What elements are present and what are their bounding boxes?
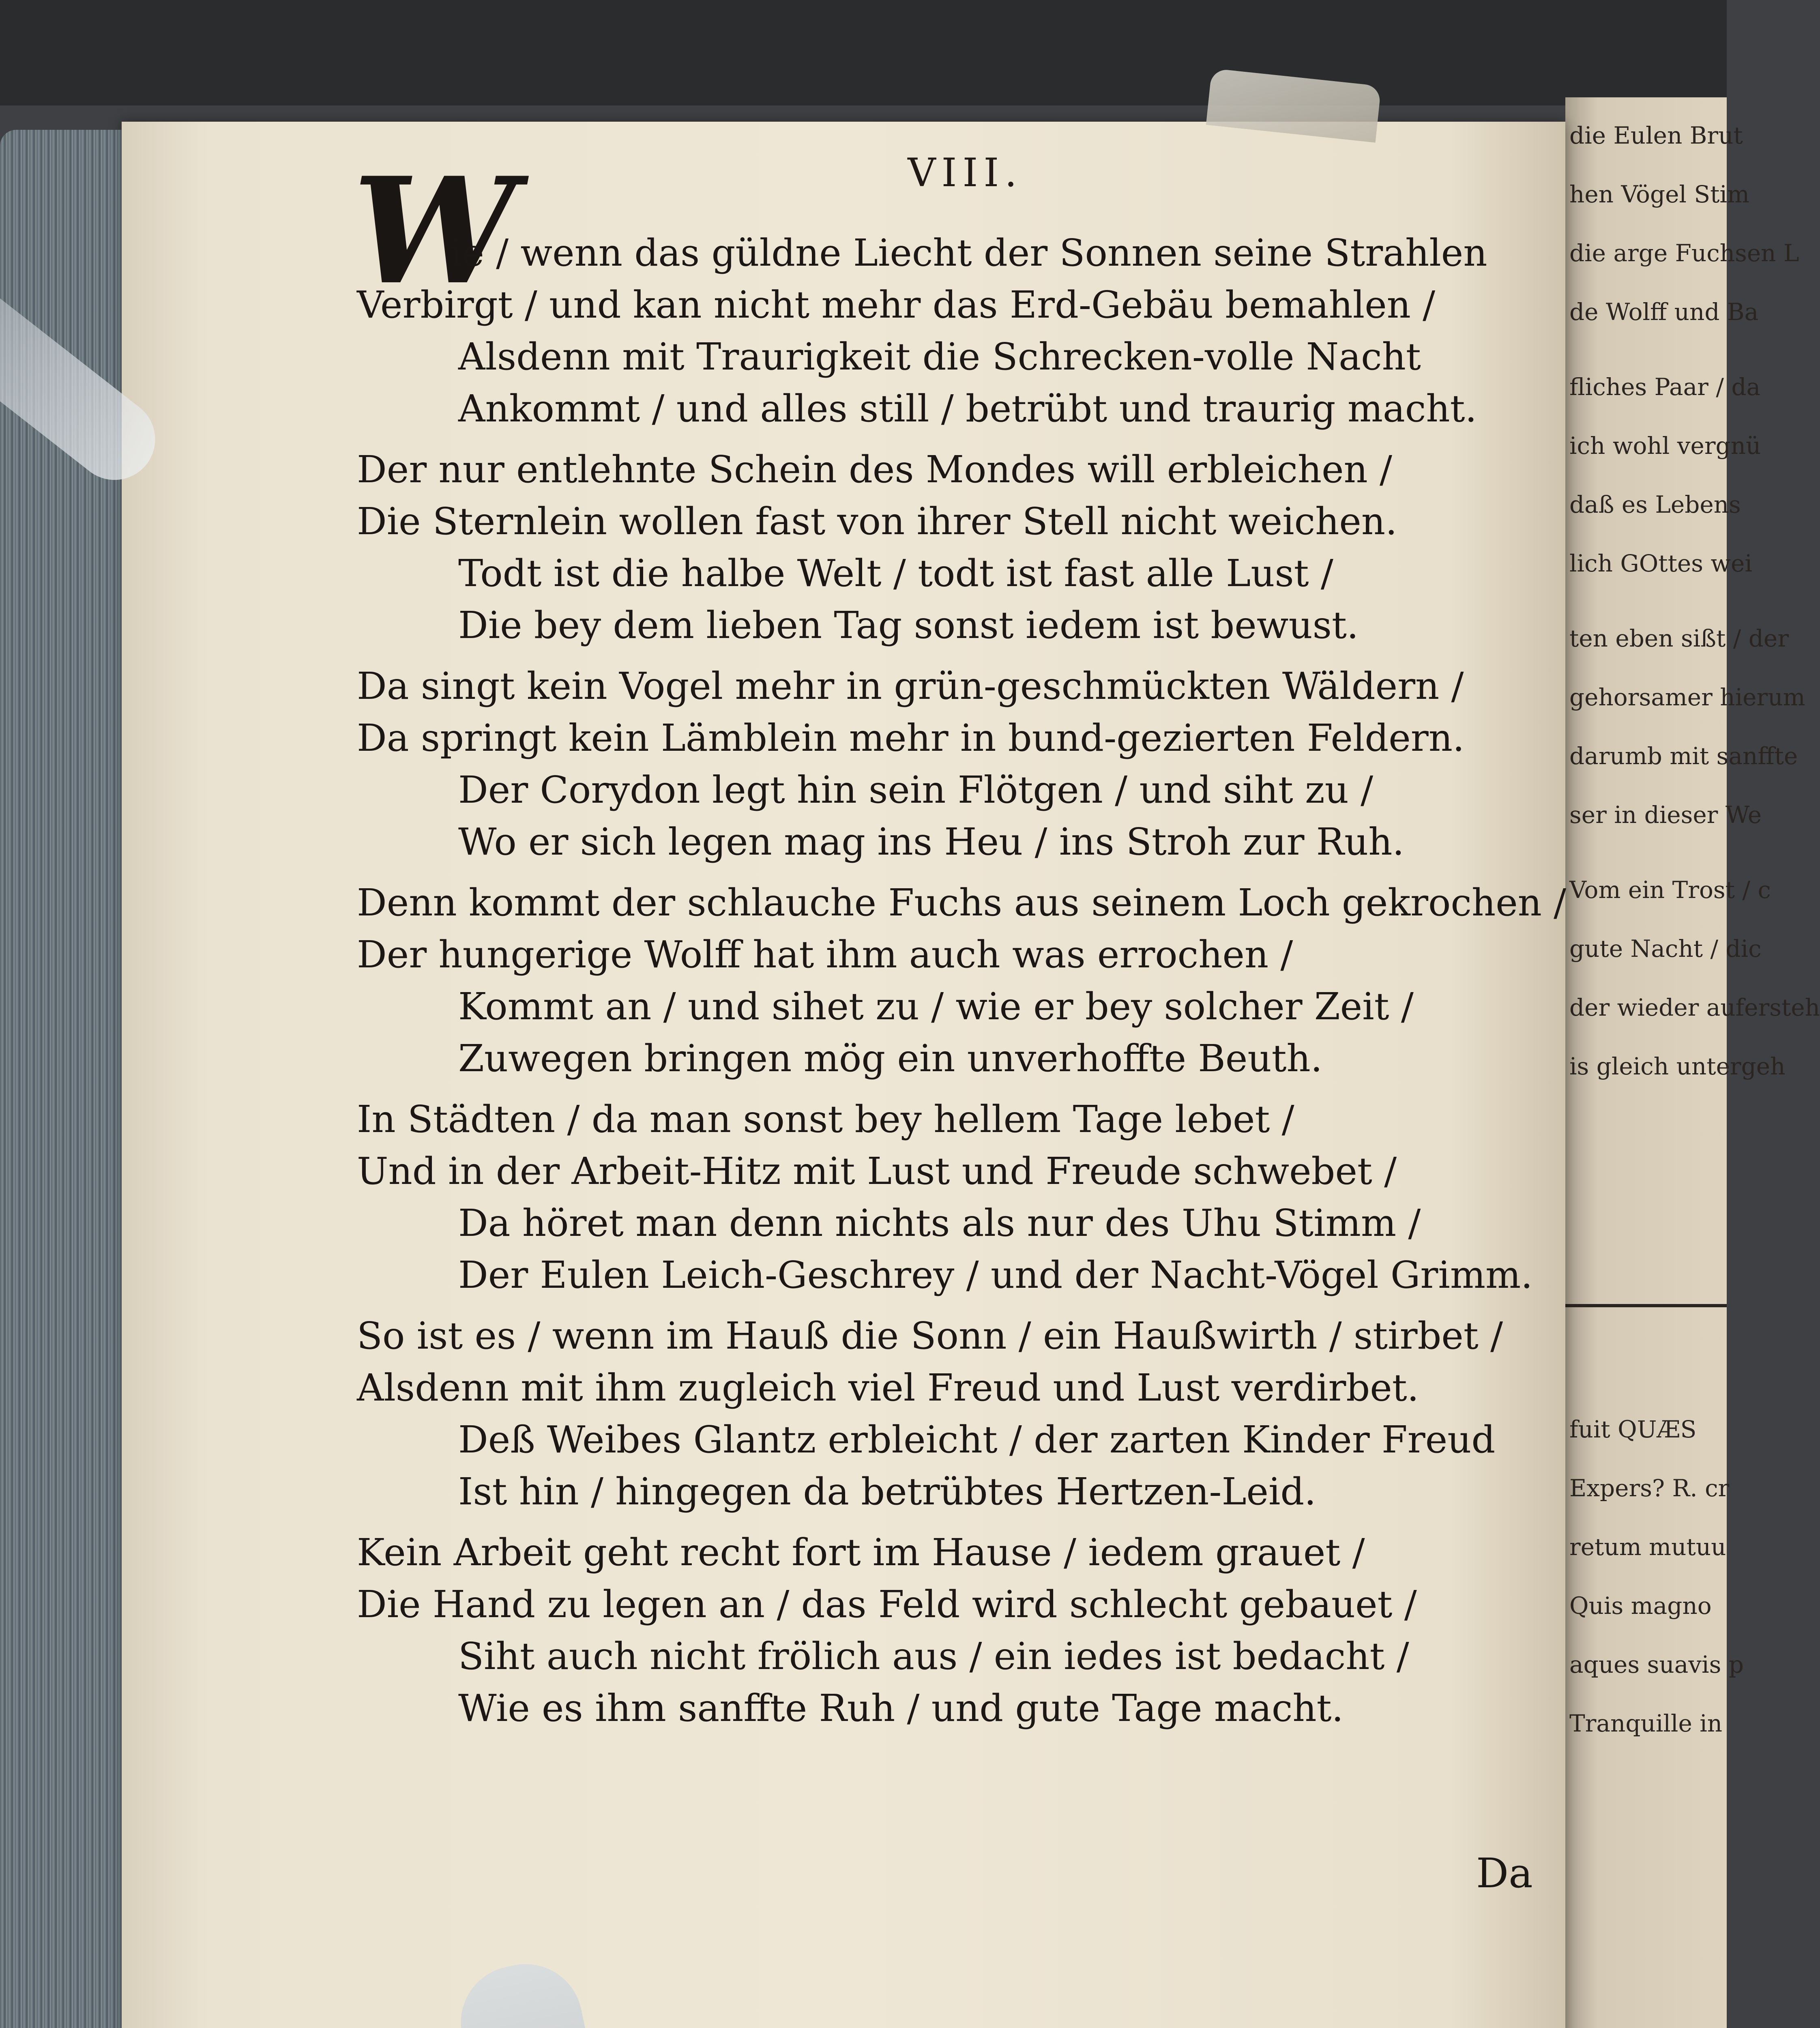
verse-line: Da singt kein Vogel mehr in grün-geschmückten Wäldern / [357,664,1464,708]
verse-line: Zuwegen bringen mög ein unverhoffte Beuth. [458,1037,1323,1080]
verse-line: Ist hin / hingegen da betrübtes Hertzen-Leid. [458,1470,1316,1513]
verse-line: Kein Arbeit geht recht fort im Hause / iedem grauet / [357,1531,1365,1574]
verse-line: Und in der Arbeit-Hitz mit Lust und Freude schwebet / [357,1149,1397,1193]
facing-page [1565,97,1820,2028]
facing-line: aques suavis p [1569,1651,1744,1678]
facing-line: lich GOttes wei [1569,550,1752,577]
stanza [357,1527,1573,1734]
facing-line: ich wohl vergnü [1569,432,1761,460]
facing-line: die arge Fuchsen L [1569,239,1799,267]
verse-line: ie / wenn das güldne Liecht der Sonnen seine Strahlen [450,231,1487,275]
stanza [357,1310,1573,1518]
verse-line: Wo er sich legen mag ins Heu / ins Stroh zur Ruh. [458,820,1404,864]
verse-line: Verbirgt / und kan nicht mehr das Erd-Gebäu bemahlen / [357,283,1436,327]
poem [357,227,1573,1734]
stanza [357,227,1573,435]
facing-line: is gleich untergeh [1569,1053,1786,1080]
verse-line: Ankommt / und alles still / betrübt und traurig macht. [458,387,1477,430]
facing-line: retum mutuu [1569,1533,1726,1561]
stanza [357,660,1573,868]
facing-line: Tranquille in [1569,1710,1723,1737]
stanza [357,444,1573,651]
facing-line: daß es Lebens [1569,491,1741,518]
facing-line: die Eulen Brut [1569,122,1743,149]
verse-line: Da springt kein Lämblein mehr in bund-gezierten Feldern. [357,716,1465,760]
facing-line: gute Nacht / dic [1569,935,1762,962]
verse-line: Denn kommt der schlauche Fuchs aus seinem Loch gekrochen / [357,881,1567,924]
facing-line: ser in dieser We [1569,801,1762,829]
verse-line: Alsdenn mit ihm zugleich viel Freud und Lust verdirbet. [357,1366,1419,1409]
verse-line: Kommt an / und sihet zu / wie er bey solcher Zeit / [458,985,1414,1028]
stanza [357,877,1573,1085]
verse-line: Der nur entlehnte Schein des Mondes will erbleichen / [357,448,1393,491]
verse-line: Die Sternlein wollen fast von ihrer Stell nicht weichen. [357,500,1397,543]
verse-line: Der Eulen Leich-Geschrey / und der Nacht-Vögel Grimm. [458,1253,1533,1297]
verse-line: Siht auch nicht frölich aus / ein iedes ist bedacht / [458,1635,1409,1678]
facing-line: darumb mit sanffte [1569,742,1798,770]
catchword: Da [1476,1850,1533,1897]
backdrop [0,0,1727,105]
facing-line: Expers? R. cr [1569,1474,1730,1502]
drop-cap: W [353,145,517,317]
stanza [357,1093,1573,1301]
verse-line: Der hungerige Wolff hat ihm auch was errochen / [357,933,1293,976]
verse-line: So ist es / wenn im Hauß die Sonn / ein Haußwirth / stirbet / [357,1314,1503,1358]
facing-line: ten eben sißt / der [1569,625,1789,652]
facing-line: hen Vögel Stim [1569,180,1749,208]
facing-line: Vom ein Trost / c [1569,876,1771,904]
verse-line: Todt ist die halbe Welt / todt ist fast alle Lust / [458,552,1333,595]
facing-line: fuit QUÆS [1569,1416,1697,1443]
facing-line: gehorsamer hierum [1569,683,1805,711]
verse-line: Deß Weibes Glantz erbleicht / der zarten Kinder Freud [458,1418,1496,1461]
verse-line: In Städten / da man sonst bey hellem Tage lebet / [357,1098,1294,1141]
verse-line: Die Hand zu legen an / das Feld wird schlecht gebauet / [357,1583,1417,1626]
facing-line: de Wolff und Ba [1569,298,1759,326]
verse-line: Wie es ihm sanffte Ruh / und gute Tage macht. [458,1686,1344,1730]
facing-line: Quis magno [1569,1592,1712,1620]
verse-line: Der Corydon legt hin sein Flötgen / und siht zu / [458,768,1374,812]
facing-rule [1565,1304,1727,1307]
facing-line: der wieder aufersteh [1569,994,1820,1021]
verse-line: Alsdenn mit Traurigkeit die Schrecken-volle Nacht [458,335,1421,378]
verse-line: Da höret man denn nichts als nur des Uhu Stimm / [458,1201,1421,1245]
facing-line: fliches Paar / da [1569,373,1761,401]
verse-line: Die bey dem lieben Tag sonst iedem ist bewust. [458,604,1359,647]
section-heading: VIII. [908,150,1023,195]
